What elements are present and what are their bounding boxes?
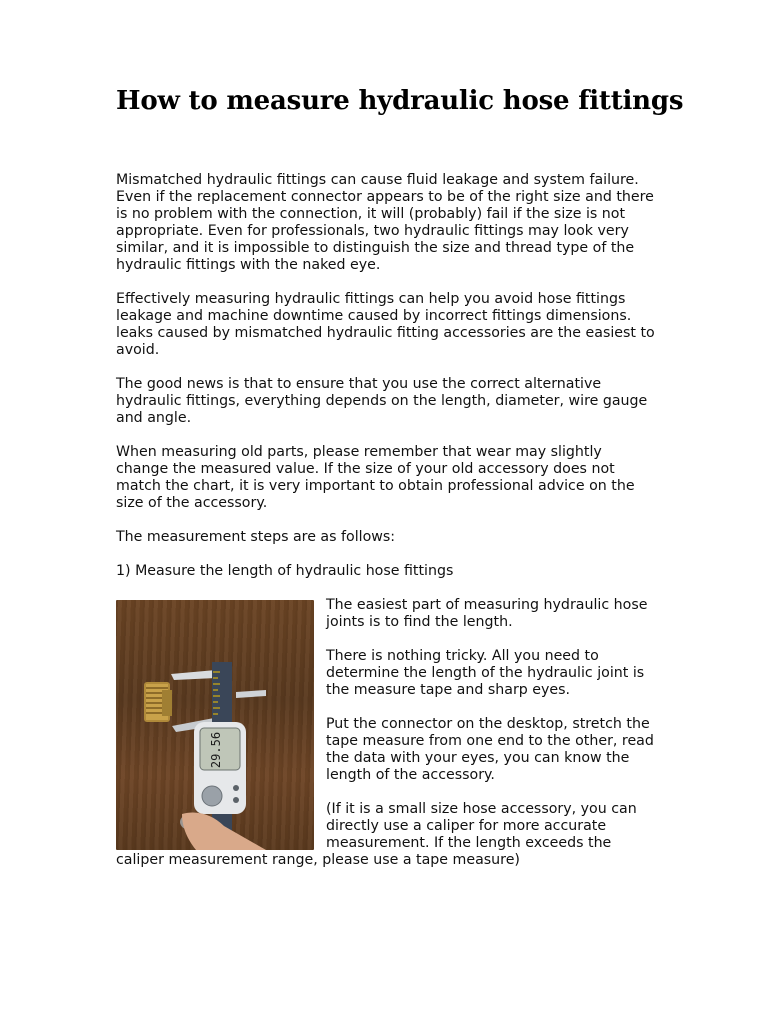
article-body: [116, 172, 656, 869]
paragraph-good-news: The good news is that to ensure that you use the correct alternative hydraulic fittings, everything depends on the length, diameter, wire gauge and angle.: [116, 376, 648, 426]
brass-fitting: [144, 682, 172, 722]
paragraph-measuring-benefits: Effectively measuring hydraulic fittings can help you avoid hose fittings leakage and machine downtime caused by incorrect fittings dimensions. leaks caused by mismatched hydraulic fitting accessories are the easiest to avoid.: [116, 291, 655, 358]
paragraph-old-parts: When measuring old parts, please remember that wear may slightly change the measured value. If the size of your old accessory does not match the chart, it is very important to obtain professional advice on the size of the accessory.: [116, 444, 635, 511]
caliper-photo: [116, 600, 314, 850]
paragraph-intro: Mismatched hydraulic fittings can cause fluid leakage and system failure. Even if the replacement connector appears to be of the right size and there is no problem with the connection, it will (probably) fail if the size is not appropriate. Even for professionals, two hydraulic fittings may look very similar, and it is impossible to distinguish the size and thread type of the hydraulic fittings with the naked eye.: [116, 172, 654, 273]
step-1-section: [116, 597, 656, 869]
caliper-reading: 29.56: [209, 731, 223, 769]
paragraph-steps-intro: The measurement steps are as follows:: [116, 529, 396, 545]
step-1-paragraph-easiest: The easiest part of measuring hydraulic hose joints is to find the length.: [326, 597, 648, 630]
step-1-paragraph-put-connector: Put the connector on the desktop, stretch the tape measure from one end to the other, read the data with your eyes, you can know the length of the accessory.: [326, 716, 654, 783]
caliper-display-body: [194, 722, 246, 814]
step-1-paragraph-caliper-note: (If it is a small size hose accessory, you can directly use a caliper for more accurate measurement. If the length exceeds the caliper measurement range, please use a tape measure): [116, 801, 637, 868]
step-1-heading: 1) Measure the length of hydraulic hose fittings: [116, 563, 454, 579]
step-1-paragraph-nothing-tricky: There is nothing tricky. All you need to determine the length of the hydraulic joint is the measure tape and sharp eyes.: [326, 648, 645, 698]
caliper-illustration: [116, 600, 314, 850]
page-title: How to measure hydraulic hose fittings: [116, 86, 684, 116]
